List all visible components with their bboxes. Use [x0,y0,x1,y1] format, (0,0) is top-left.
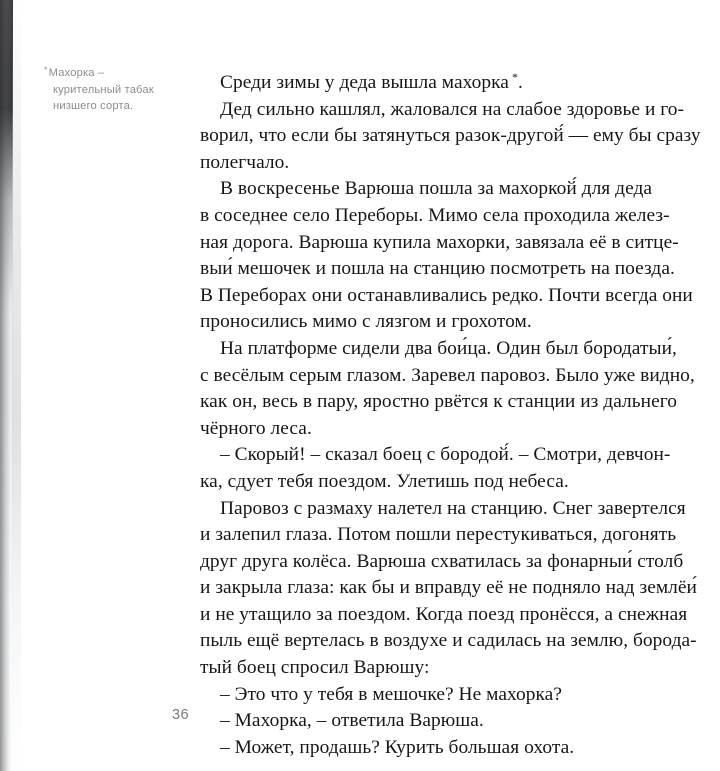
paragraph [200,708,632,735]
footnote-line: *Махорка – [44,65,105,79]
text-line: пыль ещё вертелась в воздухе и садилась на землю, борода- [200,630,697,652]
paragraph [200,496,697,682]
text-line: полегчало. [200,151,290,173]
scan-gutter-artifact-soft [12,0,21,771]
text-line: как он, весь в пару, яростно рвётся к станции из дальнего [200,391,678,413]
paragraph [200,336,695,442]
text-line: выи́ мешочек и пошла на станцию посмотреть на поезда. [200,258,675,280]
text-line: и не утащило за поездом. Когда поезд пронёсся, а снежная [200,603,688,625]
text-line: ворил, что если бы затянуться разок-другой́ — ему бы сразу [200,125,701,147]
text-line: Среди зимы у деда вышла махорка *. [220,70,523,93]
text-line: тый боец спросил Варюшу: [200,657,430,679]
body-text-column [200,64,701,761]
text-line: – Махорка, – ответила Варюша. [220,710,484,732]
text-line: – Скорый! – сказал боец с бородой́. – Смотри, девчон- [220,444,671,466]
text-line: – Это что у тебя в мешочке? Не махорка? [220,683,562,705]
text-line: На платформе сидели два бои́ца. Один был бородатыи́, [220,337,677,359]
paragraph [200,64,632,97]
text-line: с весёлым серым глазом. Заревел паровоз. Было уже видно, [200,364,695,386]
footnote-marker: * [44,65,48,75]
paragraph [200,682,632,709]
text-line: ка, сдует тебя поездом. Улетишь под небеса. [200,470,569,492]
text-line: – Может, продашь? Курить большая охота. [220,736,575,758]
paragraph [200,735,632,762]
paragraph [200,176,693,336]
text-line: в соседнее село Переборы. Мимо села проходила желез- [200,204,670,226]
page-number: 36 [172,707,189,723]
text-line: друг друга колёса. Варюша схватилась за фонарныи́ столб [200,550,684,572]
footnote-line: курительный табак [53,83,154,96]
text-line: и закрыла глаза: как бы и вправду её не подняло над землёи́ [200,577,697,599]
text-line: чёрного леса. [200,417,312,439]
paragraph [200,97,701,177]
text-line: Дед сильно кашлял, жаловался на слабое здоровье и го- [220,98,685,120]
text-line: и залепил глаза. Потом пошли перестукиваться, догонять [200,524,677,546]
text-line: ная дорога. Варюша купила махорки, завязала её в ситце- [200,231,679,253]
margin-footnote [44,62,184,115]
text-line: проносились мимо с лязгом и грохотом. [200,311,532,333]
text-line: Паровоз с размаху налетел на станцию. Снег завертелся [220,497,686,519]
footnote-line: низшего сорта. [53,100,134,112]
text-line: В Переборах они останавливались редко. Почти всегда они [200,284,693,306]
scan-gutter-artifact [0,0,13,771]
text-line: В воскресенье Варюша пошла за махоркой́ для деда [220,178,653,200]
footnote-reference-icon: * [511,70,519,84]
paragraph [200,442,671,495]
